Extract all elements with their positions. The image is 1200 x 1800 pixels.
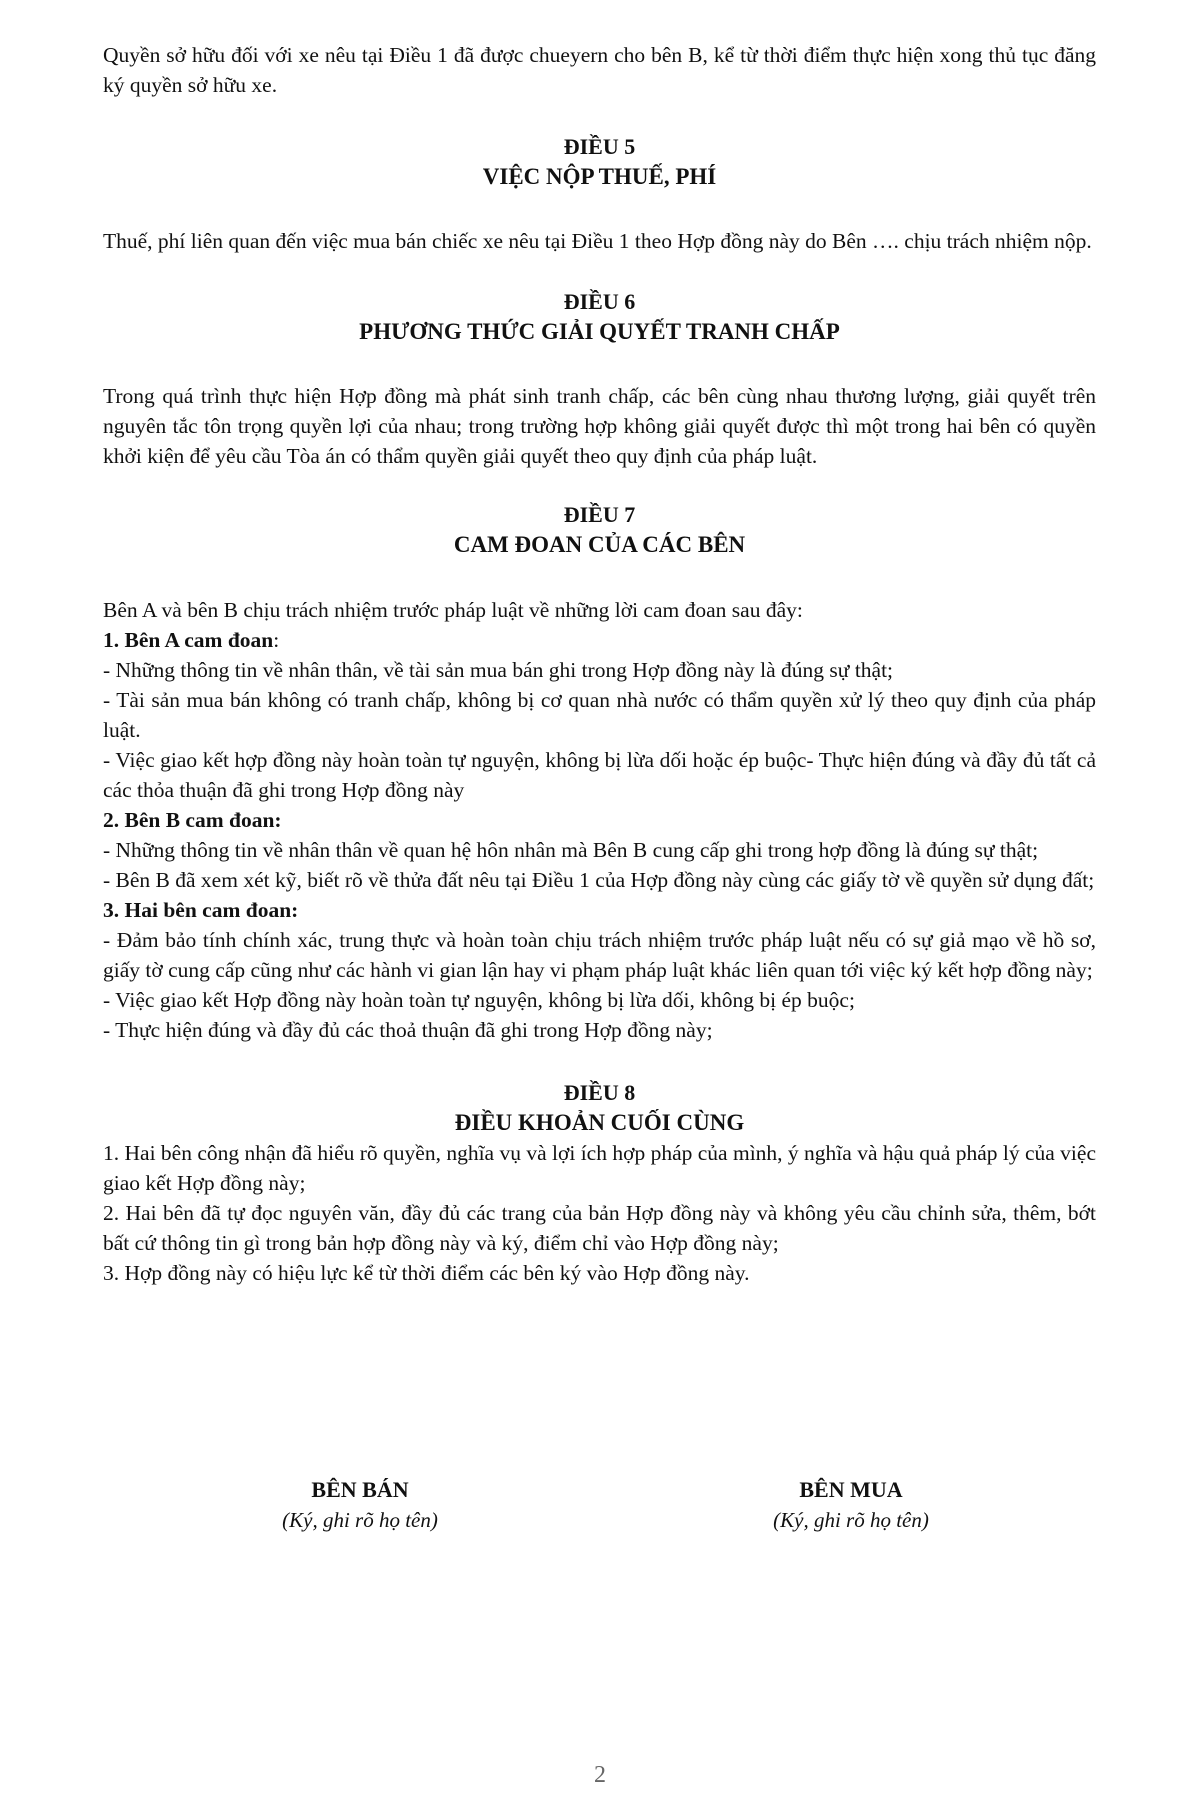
seller-signature-note: (Ký, ghi rõ họ tên): [282, 1508, 438, 1532]
party-b-heading: 2. Bên B cam đoan:: [103, 808, 282, 832]
party-a-heading-suffix: :: [273, 628, 280, 652]
seller-title: BÊN BÁN: [311, 1477, 409, 1502]
article-6-heading: [103, 287, 1096, 347]
article-6-title: PHƯƠNG THỨC GIẢI QUYẾT TRANH CHẤP: [359, 319, 840, 344]
both-parties-item: - Thực hiện đúng và đầy đủ các thoả thuận đã ghi trong Hợp đồng này;: [103, 1018, 713, 1042]
article-5-body: Thuế, phí liên quan đến việc mua bán chiếc xe nêu tại Điều 1 theo Hợp đồng này do Bên …. chịu trách nhiệm nộp.: [103, 229, 1092, 253]
party-a-heading-text: 1. Bên A cam đoan: [103, 628, 274, 652]
party-b-item: - Những thông tin về nhân thân về quan hệ hôn nhân mà Bên B cung cấp ghi trong hợp đồng là đúng sự thật;: [103, 838, 1039, 862]
article-7-intro: Bên A và bên B chịu trách nhiệm trước pháp luật về những lời cam đoan sau đây:: [103, 598, 803, 622]
article-7-heading: [103, 500, 1096, 560]
seller-signature-block: [210, 1475, 510, 1535]
final-clause-item: 1. Hai bên công nhận đã hiểu rõ quyền, nghĩa vụ và lợi ích hợp pháp của mình, ý nghĩa và hậu quả pháp lý của việc giao kết Hợp đồng này;: [103, 1141, 1096, 1195]
buyer-signature-note: (Ký, ghi rõ họ tên): [773, 1508, 929, 1532]
article-6-number: ĐIỀU 6: [563, 289, 636, 314]
article-5-number: ĐIỀU 5: [563, 134, 636, 159]
article-7-body: [103, 595, 1096, 1045]
signature-section: [103, 1475, 1096, 1555]
party-a-heading: [103, 625, 1096, 655]
party-a-item: - Những thông tin về nhân thân, về tài sản mua bán ghi trong Hợp đồng này là đúng sự thật;: [103, 658, 894, 682]
party-b-item: - Bên B đã xem xét kỹ, biết rõ về thửa đất nêu tại Điều 1 của Hợp đồng này cùng các giấy tờ về quyền sử dụng đất;: [103, 868, 1095, 892]
article-8-title: ĐIỀU KHOẢN CUỐI CÙNG: [454, 1110, 745, 1135]
article-5-heading: [103, 132, 1096, 192]
party-a-item: - Việc giao kết hợp đồng này hoàn toàn tự nguyện, không bị lừa dối hoặc ép buộc- Thực hiện đúng và đầy đủ tất cả các thỏa thuận đã ghi trong Hợp đồng này: [103, 748, 1096, 802]
buyer-signature-block: [701, 1475, 1001, 1535]
article-8-number: ĐIỀU 8: [563, 1080, 636, 1105]
document-page: [103, 40, 1096, 1288]
article-7-title: CAM ĐOAN CỦA CÁC BÊN: [453, 532, 746, 557]
page-number: 2: [594, 1762, 606, 1788]
both-parties-item: - Đảm bảo tính chính xác, trung thực và hoàn toàn chịu trách nhiệm trước pháp luật nếu có sự giả mạo về hồ sơ, giấy tờ cung cấp cũng như các hành vi gian lận hay vi phạm pháp luật khác liên quan tới việc ký kết hợp đồng này;: [103, 928, 1096, 982]
article-6-body: Trong quá trình thực hiện Hợp đồng mà phát sinh tranh chấp, các bên cùng nhau thương lượng, giải quyết trên nguyên tắc tôn trọng quyền lợi của nhau; trong trường hợp không giải quyết được thì một trong hai bên có quyền khởi kiện để yêu cầu Tòa án có thẩm quyền giải quyết theo quy định của pháp luật.: [103, 384, 1096, 468]
article-8-heading: [103, 1078, 1096, 1138]
final-clause-item: 3. Hợp đồng này có hiệu lực kể từ thời điểm các bên ký vào Hợp đồng này.: [103, 1261, 750, 1285]
article-5-title: VIỆC NỘP THUẾ, PHÍ: [482, 164, 717, 189]
final-clause-item: 2. Hai bên đã tự đọc nguyên văn, đầy đủ các trang của bản Hợp đồng này và không yêu cầu chỉnh sửa, thêm, bớt bất cứ thông tin gì trong bản hợp đồng này và ký, điểm chỉ vào Hợp đồng này;: [103, 1201, 1096, 1255]
article-8-body: [103, 1138, 1096, 1288]
both-parties-heading: 3. Hai bên cam đoan:: [103, 898, 299, 922]
ownership-transfer-paragraph: Quyền sở hữu đối với xe nêu tại Điều 1 đã được chueyern cho bên B, kể từ thời điểm thực hiện xong thủ tục đăng ký quyền sở hữu xe.: [103, 43, 1096, 97]
buyer-title: BÊN MUA: [799, 1477, 903, 1502]
party-a-item: - Tài sản mua bán không có tranh chấp, không bị cơ quan nhà nước có thẩm quyền xử lý theo quy định của pháp luật.: [103, 688, 1096, 742]
both-parties-item: - Việc giao kết Hợp đồng này hoàn toàn tự nguyện, không bị lừa dối, không bị ép buộc;: [103, 988, 855, 1012]
article-7-number: ĐIỀU 7: [563, 502, 636, 527]
